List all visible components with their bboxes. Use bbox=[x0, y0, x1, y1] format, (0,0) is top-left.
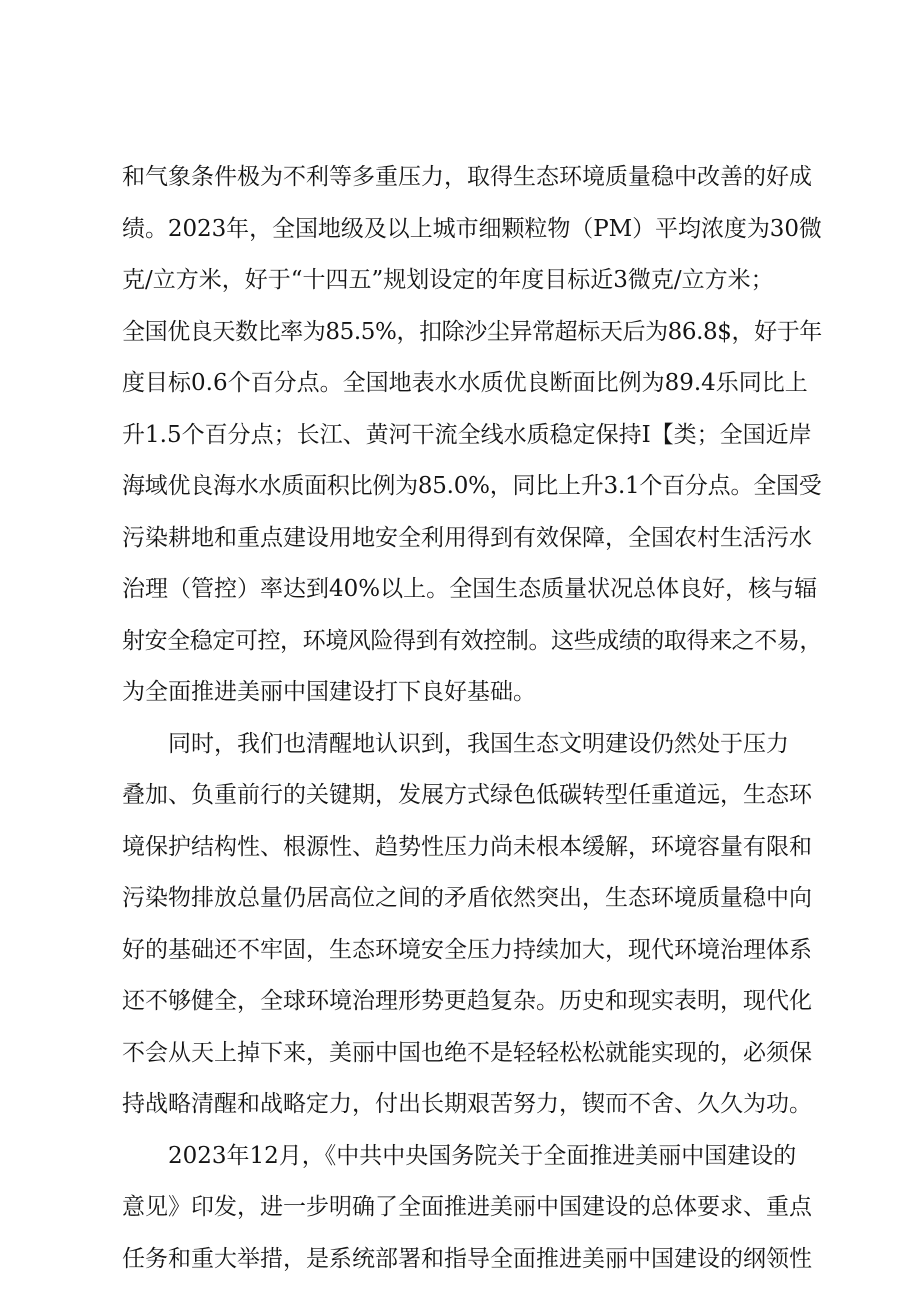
paragraph-1-line: 治理（管控）率达到40%以上。全国生态质量状况总体良好，核与辐 bbox=[122, 576, 818, 602]
paragraph-3 bbox=[122, 1131, 822, 1286]
paragraph-2-line: 叠加、负重前行的关键期，发展方式绿色低碳转型任重道远，生态环 bbox=[122, 782, 812, 808]
paragraph-1-line: 海域优良海水水质面积比例为85.0%，同比上升3.1个百分点。全国受 bbox=[122, 473, 822, 499]
paragraph-1 bbox=[122, 152, 822, 719]
paragraph-2-line: 不会从天上掉下来，美丽中国也绝不是轻轻松松就能实现的，必须保 bbox=[122, 1039, 812, 1066]
paragraph-1-line: 全国优良天数比率为85.5%，扣除沙尘异常超标天后为86.8$，好于年 bbox=[122, 318, 822, 345]
paragraph-1-line: 污染耕地和重点建设用地安全利用得到有效保障，全国农村生活污水 bbox=[122, 524, 812, 551]
paragraph-2-line: 持战略清醒和战略定力，付出长期艰苦努力，锲而不舍、久久为功。 bbox=[122, 1091, 812, 1117]
paragraph-1-line: 绩。2023年，全国地级及以上城市细颗粒物（PM）平均浓度为30微 bbox=[122, 215, 822, 242]
paragraph-2-line: 污染物排放总量仍居高位之间的矛盾依然突出，生态环境质量稳中向 bbox=[122, 885, 812, 911]
paragraph-2-line: 境保护结构性、根源性、趋势性压力尚未根本缓解，环境容量有限和 bbox=[122, 833, 812, 860]
paragraph-2 bbox=[122, 719, 822, 1131]
paragraph-2-first-line: 同时，我们也清醒地认识到，我国生态文明建设仍然处于压力 bbox=[168, 730, 789, 757]
paragraph-3-first-line: 2023年12月，《中共中央国务院关于全面推进美丽中国建设的 bbox=[168, 1142, 797, 1169]
paragraph-3-line: 意见》印发，进一步明确了全面推进美丽中国建设的总体要求、重点 bbox=[122, 1194, 812, 1220]
paragraph-1-line: 升1.5个百分点；长江、黄河干流全线水质稳定保持I【类；全国近岸 bbox=[122, 421, 812, 448]
paragraph-1-line: 和气象条件极为不利等多重压力，取得生态环境质量稳中改善的好成 bbox=[122, 164, 812, 190]
paragraph-1-line: 度目标0.6个百分点。全国地表水水质优良断面比例为89.4乐同比上 bbox=[122, 370, 808, 396]
paragraph-2-line: 还不够健全，全球环境治理形势更趋复杂。历史和现实表明，现代化 bbox=[122, 988, 812, 1014]
paragraph-1-line: 射安全稳定可控，环境风险得到有效控制。这些成绩的取得来之不易， bbox=[122, 627, 822, 654]
paragraph-3-line: 任务和重大举措，是系统部署和指导全面推进美丽中国建设的纲领性 bbox=[122, 1245, 812, 1272]
paragraph-1-line: 为全面推进美丽中国建设打下良好基础。 bbox=[122, 679, 536, 705]
document-body bbox=[122, 152, 822, 1285]
paragraph-1-line: 克/立方米，好于“十四五”规划设定的年度目标近3微克/立方米； bbox=[122, 267, 774, 293]
paragraph-2-line: 好的基础还不牢固，生态环境安全压力持续加大，现代环境治理体系 bbox=[122, 936, 812, 963]
